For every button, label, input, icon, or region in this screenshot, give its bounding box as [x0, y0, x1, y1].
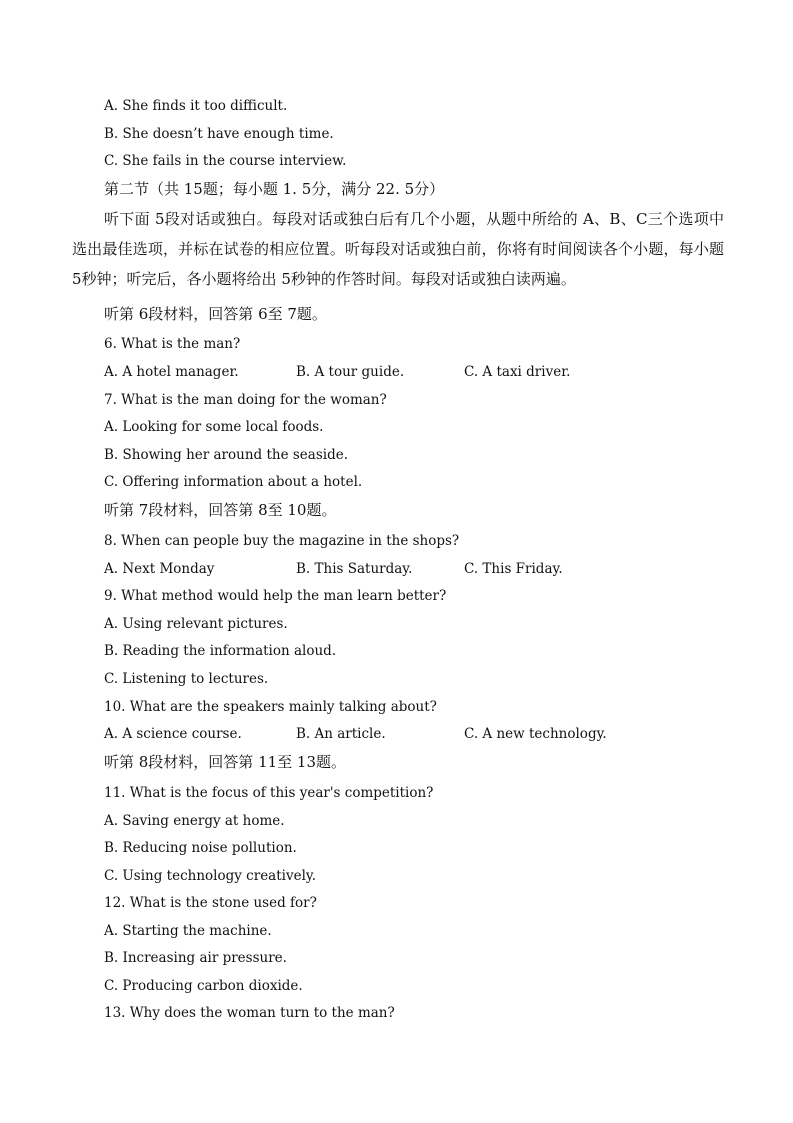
- q8-stem: 8. When can people buy the magazine in the shops?: [104, 533, 460, 549]
- q9-option-c: C. Listening to lectures.: [104, 671, 269, 687]
- q7-option-b: B. Showing her around the seaside.: [104, 447, 348, 463]
- q11-option-a: A. Saving energy at home.: [104, 813, 285, 829]
- q9-option-a: A. Using relevant pictures.: [104, 616, 288, 632]
- q8-option-a: A. Next Monday: [104, 561, 215, 577]
- q11-stem: 11. What is the focus of this year's competition?: [104, 785, 434, 801]
- q8-option-c: C. This Friday.: [464, 561, 563, 577]
- q5-option-a: A. She finds it too difficult.: [104, 98, 288, 114]
- q6-option-b: B. A tour guide.: [296, 364, 405, 380]
- q10-option-a: A. A science course.: [104, 726, 242, 742]
- q12-option-c: C. Producing carbon dioxide.: [104, 978, 303, 994]
- q9-stem: 9. What method would help the man learn better?: [104, 588, 447, 604]
- q8-option-b: B. This Saturday.: [296, 561, 413, 577]
- q10-option-c: C. A new technology.: [464, 726, 607, 742]
- q13-stem: 13. Why does the woman turn to the man?: [104, 1005, 395, 1021]
- section2-instructions: 听下面 5段对话或独白。每段对话或独白后有几个小题，从题中所给的 A、B、C三个选项中选出最佳选项，并标在试卷的相应位置。听每段对话或独白前，你将有时间阅读各个小题，每小题 5秒钟；听完后，各小题将给出 5秒钟的作答时间。每段对话或独白读两遍。: [72, 210, 724, 288]
- q12-stem: 12. What is the stone used for?: [104, 895, 317, 911]
- q7-option-c: C. Offering information about a hotel.: [104, 474, 363, 490]
- q6-option-a: A. A hotel manager.: [104, 364, 239, 380]
- q10-option-b: B. An article.: [296, 726, 386, 742]
- section2-heading: 第二节（共 15题；每小题 1. 5分，满分 22. 5分）: [104, 180, 445, 198]
- part7-intro: 听第 7段材料，回答第 8至 10题。: [104, 501, 337, 519]
- q5-option-b: B. She doesn’t have enough time.: [104, 126, 334, 142]
- q7-stem: 7. What is the man doing for the woman?: [104, 392, 387, 408]
- q12-option-b: B. Increasing air pressure.: [104, 950, 287, 966]
- part6-intro: 听第 6段材料，回答第 6至 7题。: [104, 305, 327, 323]
- part8-intro: 听第 8段材料，回答第 11至 13题。: [104, 753, 347, 771]
- q12-option-a: A. Starting the machine.: [104, 923, 272, 939]
- q6-stem: 6. What is the man?: [104, 336, 241, 352]
- q11-option-b: B. Reducing noise pollution.: [104, 840, 297, 856]
- q6-option-c: C. A taxi driver.: [464, 364, 571, 380]
- q9-option-b: B. Reading the information aloud.: [104, 643, 337, 659]
- q5-option-c: C. She fails in the course interview.: [104, 153, 347, 169]
- q10-stem: 10. What are the speakers mainly talking about?: [104, 699, 437, 715]
- q11-option-c: C. Using technology creatively.: [104, 868, 317, 884]
- q7-option-a: A. Looking for some local foods.: [104, 419, 324, 435]
